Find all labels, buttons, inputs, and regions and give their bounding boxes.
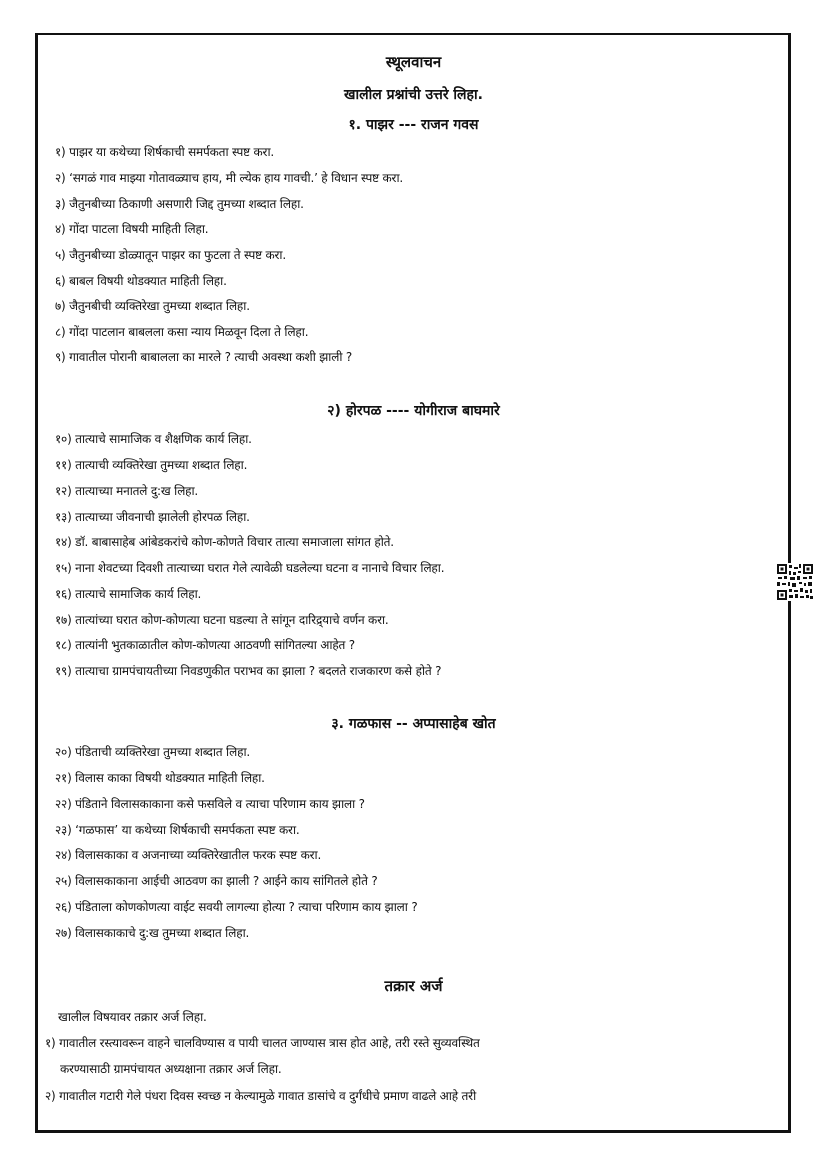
question-item: ११) तात्याची व्यक्तिरेखा तुमच्या शब्दात लिहा. [55, 458, 248, 472]
question-item: २) ‘सगळं गाव माझ्या गोतावळ्याच हाय, मी ल्येक हाय गावची.’ हे विधान स्पष्ट करा. [55, 171, 403, 185]
complaint-item-1: १) गावातील रस्त्यावरून वाहने चालविण्यास व पायी चालत जाण्यास त्रास होत आहे, तरी रस्ते सुव्यवस्थित [45, 1036, 480, 1050]
section-title: २) होरपळ ---- योगीराज बाघमारे [327, 403, 500, 419]
page-heading: स्थूलवाचन [385, 53, 442, 71]
question-item: १८) तात्यांनी भुतकाळातील कोण-कोणत्या आठवणी सांगितल्या आहेत ? [55, 638, 355, 652]
question-item: ६) बाबल विषयी थोडक्यात माहिती लिहा. [55, 274, 227, 288]
question-item: १५) नाना शेवटच्या दिवशी तात्याच्या घरात गेले त्यावेळी घडलेल्या घटना व नानाचे विचार लिहा. [55, 561, 445, 575]
question-item: २१) विलास काका विषयी थोडक्यात माहिती लिहा. [55, 771, 265, 785]
question-item: २२) पंडिताने विलासकाकाना कसे फसविले व त्याचा परिणाम काय झाला ? [55, 797, 365, 811]
question-item: ५) जैतुनबीच्या डोळ्यातून पाझर का फुटला ते स्पष्ट करा. [55, 248, 286, 262]
question-item: १९) तात्याचा ग्रामपंचायतीच्या निवडणुकीत पराभव का झाला ? बदलते राजकारण कसे होते ? [55, 664, 442, 678]
question-item: ४) गोंदा पाटला विषयी माहिती लिहा. [55, 222, 209, 236]
question-item: २४) विलासकाका व अजनाच्या व्यक्तिरेखातील फरक स्पष्ट करा. [55, 848, 322, 862]
question-item: ७) जैतुनबीची व्यक्तिरेखा तुमच्या शब्दात लिहा. [55, 299, 250, 313]
question-item: २५) विलासकाकाना आईची आठवण का झाली ? आईने काय सांगितले होते ? [55, 874, 378, 888]
question-item: १) पाझर या कथेच्या शिर्षकाची समर्पकता स्पष्ट करा. [55, 145, 274, 159]
complaint-item-2: २) गावातील गटारी गेले पंधरा दिवस स्वच्छ न केल्यामुळे गावात डासांचे व दुर्गंधीचे प्रमाण वाढले आहे तरी [45, 1089, 476, 1103]
question-item: २६) पंडिताला कोणकोणत्या वाईट सवयी लागल्या होत्या ? त्याचा परिणाम काय झाला ? [55, 900, 418, 914]
question-item: २३) ‘गळफास’ या कथेच्या शिर्षकाची समर्पकता स्पष्ट करा. [55, 823, 300, 837]
question-item: ९) गावातील पोरानी बाबालला का मारले ? त्याची अवस्था कशी झाली ? [55, 350, 353, 364]
complaint-title: तक्रार अर्ज [384, 977, 443, 995]
complaint-item-1-cont: करण्यासाठी ग्रामपंचायत अध्यक्षाना तक्रार अर्ज लिहा. [60, 1062, 282, 1076]
question-item: ८) गोंदा पाटलान बाबलला कसा न्याय मिळवून दिला ते लिहा. [55, 325, 309, 339]
page-subheading: खालील प्रश्नांची उत्तरे लिहा. [344, 87, 483, 103]
question-item: १४) डॉ. बाबासाहेब आंबेडकरांचे कोण-कोणते विचार तात्या समाजाला सांगत होते. [55, 535, 394, 549]
question-item: १७) तात्यांच्या घरात कोण-कोणत्या घटना घडल्या ते सांगून दारिद्र्याचे वर्णन करा. [55, 613, 389, 627]
question-item: २०) पंडिताची व्यक्तिरेखा तुमच्या शब्दात लिहा. [55, 745, 250, 759]
question-item: ३) जैतुनबीच्या ठिकाणी असणारी जिद्द तुमच्या शब्दात लिहा. [55, 197, 304, 211]
qr-code-icon [776, 563, 814, 601]
question-item: २७) विलासकाकाचे दु:ख तुमच्या शब्दात लिहा. [55, 926, 250, 940]
question-item: १०) तात्याचे सामाजिक व शैक्षणिक कार्य लिहा. [55, 432, 252, 446]
question-item: १६) तात्याचे सामाजिक कार्य लिहा. [55, 587, 202, 601]
question-item: १३) तात्याच्या जीवनाची झालेली होरपळ लिहा. [55, 510, 250, 524]
question-item: १२) तात्याच्या मनातले दु:ख लिहा. [55, 484, 199, 498]
section-title: १. पाझर --- राजन गवस [348, 117, 479, 133]
complaint-intro: खालील विषयावर तक्रार अर्ज लिहा. [58, 1010, 207, 1024]
section-title: ३. गळफास -- अप्पासाहेब खोत [331, 716, 496, 732]
